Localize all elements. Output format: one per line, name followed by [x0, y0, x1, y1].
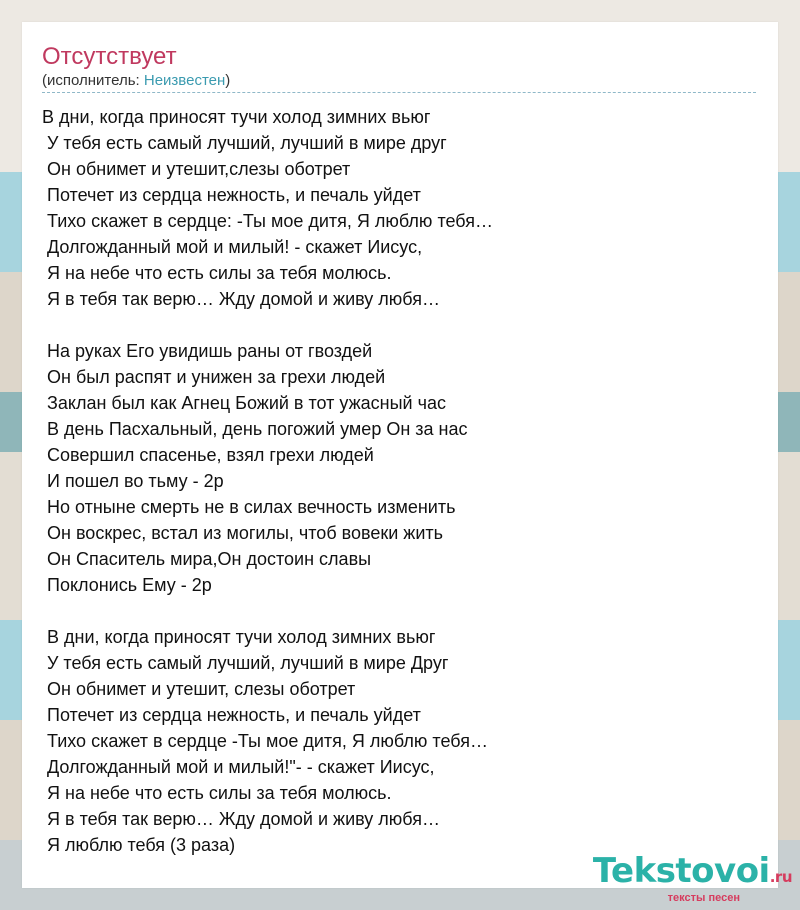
lyric-line: В дни, когда приносят тучи холод зимних вьюг — [42, 107, 431, 127]
lyric-line — [42, 598, 762, 624]
lyric-line: Он воскрес, встал из могилы, чтоб вовеки жить — [42, 523, 444, 543]
artist-prefix: (исполнитель: — [42, 72, 144, 89]
lyric-line: У тебя есть самый лучший, лучший в мире Друг — [42, 653, 449, 673]
lyrics-card — [22, 22, 778, 888]
lyric-line: Долгожданный мой и милый!"- - скажет Иисус, — [42, 757, 435, 777]
lyric-line — [42, 312, 762, 338]
logo-brand: Tekstovoi — [592, 851, 770, 891]
lyric-line: Я люблю тебя (3 раза) — [42, 835, 236, 855]
lyric-line: Тихо скажет в сердце: -Ты мое дитя, Я люблю тебя… — [42, 211, 493, 231]
lyric-line: В дни, когда приносят тучи холод зимних вьюг — [42, 627, 436, 647]
lyric-line: Потечет из сердца нежность, и печаль уйдет — [42, 705, 421, 725]
song-title: Отсутствует — [42, 43, 177, 70]
lyric-line: Я на небе что есть силы за тебя молюсь. — [42, 783, 392, 803]
site-logo[interactable] — [593, 853, 792, 904]
lyric-line: У тебя есть самый лучший, лучший в мире друг — [42, 133, 447, 153]
lyric-line: Заклан был как Агнец Божий в тот ужасный час — [42, 393, 446, 413]
lyric-line: В день Пасхальный, день погожий умер Он за нас — [42, 419, 468, 439]
lyric-line: Поклонись Ему - 2р — [42, 575, 212, 595]
lyric-line: На руках Его увидишь раны от гвоздей — [42, 341, 373, 361]
lyric-line: Но отныне смерть не в силах вечность изменить — [42, 497, 456, 517]
lyric-line: И пошел во тьму - 2р — [42, 471, 224, 491]
lyric-line: Он обнимет и утешит,слезы оботрет — [42, 159, 351, 179]
lyric-line: Я на небе что есть силы за тебя молюсь. — [42, 263, 392, 283]
lyric-line: Совершил спасенье, взял грехи людей — [42, 445, 374, 465]
logo-tld: .ru — [769, 868, 792, 886]
lyric-line: Он был распят и унижен за грехи людей — [42, 367, 386, 387]
artist-link[interactable]: Неизвестен — [143, 72, 226, 89]
lyric-line: Я в тебя так верю… Жду домой и живу любя… — [42, 289, 440, 309]
lyric-line: Я в тебя так верю… Жду домой и живу любя… — [42, 809, 440, 829]
artist-suffix: ) — [225, 72, 231, 89]
lyric-line: Он Спаситель мира,Он достоин славы — [42, 549, 372, 569]
lyric-line: Он обнимет и утешит, слезы оботрет — [42, 679, 356, 699]
artist-line — [42, 72, 230, 90]
logo-tagline: тексты песен — [667, 892, 740, 904]
lyrics-text — [42, 104, 762, 858]
lyric-line: Тихо скажет в сердце -Ты мое дитя, Я люблю тебя… — [42, 731, 488, 751]
lyric-line: Долгожданный мой и милый! - скажет Иисус, — [42, 237, 423, 257]
header-divider — [42, 92, 756, 93]
lyric-line: Потечет из сердца нежность, и печаль уйдет — [42, 185, 421, 205]
